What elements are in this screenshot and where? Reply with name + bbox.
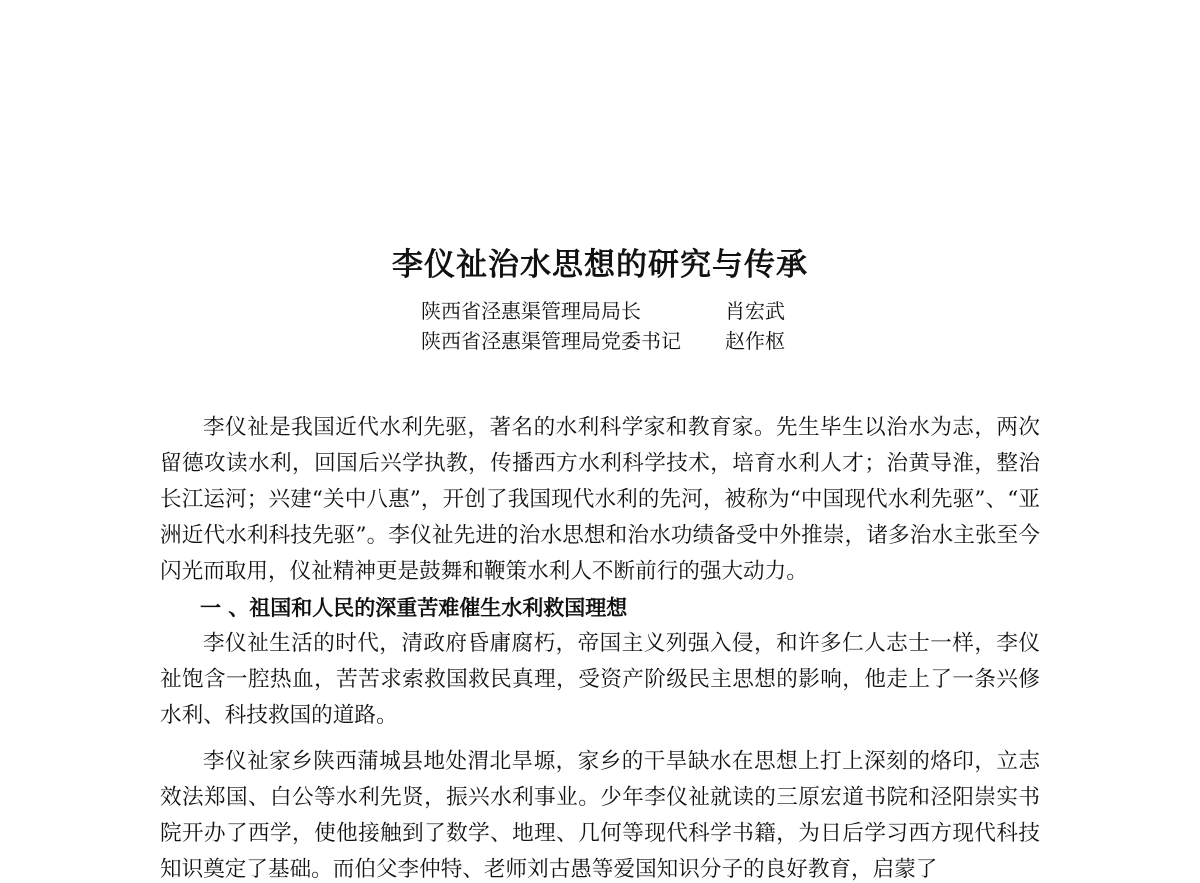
article-title: 李仪祉治水思想的研究与传承 [392, 247, 808, 283]
author-line-1 [421, 297, 785, 325]
author-name: 肖宏武 [725, 299, 785, 323]
author-line-2 [421, 327, 785, 355]
author-affiliation: 陕西省泾惠渠管理局党委书记 [421, 329, 681, 353]
section-heading: 一 、祖国和人民的深重苦难催生水利救国理想 [200, 595, 628, 620]
author-name: 赵作枢 [725, 329, 785, 353]
body-paragraph-intro: 李仪祉是我国近代水利先驱，著名的水利科学家和教育家。先生毕生以治水为志，两次留德攻读水利，回国后兴学执教，传播西方水利科学技术，培育水利人才；治黄导淮，整治长江运河；兴建“关中八惠”，开创了我国现代水利的先河，被称为“中国现代水利先驱”、“亚洲近代水利科技先驱”。李仪祉先进的治水思想和治水功绩备受中外推崇，诸多治水主张至今闪光而取用，仪祉精神更是鼓舞和鞭策水利人不断前行的强大动力。 [160, 415, 1040, 584]
body-paragraph-era: 李仪祉生活的时代，清政府昏庸腐朽，帝国主义列强入侵，和许多仁人志士一样，李仪祉饱含一腔热血，苦苦求索救国救民真理，受资产阶级民主思想的影响，他走上了一条兴修水利、科技救国的道路。 [160, 631, 1040, 728]
body-paragraph-hometown: 李仪祉家乡陕西蒲城县地处渭北旱塬，家乡的干旱缺水在思想上打上深刻的烙印，立志效法郑国、白公等水利先贤，振兴水利事业。少年李仪祉就读的三原宏道书院和泾阳崇实书院开办了西学，使他接触到了数学、地理、几何等现代科学书籍，为日后学习西方现代科技知识奠定了基础。而伯父李仲特、老师刘古愚等爱国知识分子的良好教育，启蒙了 [160, 749, 1040, 882]
author-affiliation: 陕西省泾惠渠管理局局长 [421, 299, 641, 323]
